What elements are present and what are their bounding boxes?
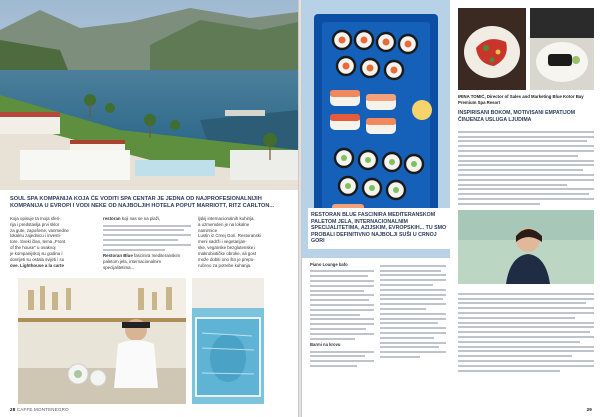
left-folio xyxy=(10,407,69,412)
right-column-lower-text xyxy=(458,290,594,374)
restoran-blue-text: fascinira mediteranskim paletom jela, internacionalnim specijalitetima... xyxy=(103,253,181,271)
pull-quote: INSPIRISANI BOKOM, MOTIVISANI EMPATIJOM ČINJENZA USLUGA LJUDIMA xyxy=(458,110,576,123)
photo-caption: IRINA TOMIĆ, Director of Sales and Marketing Blue Kotor Bay Premium Spa Resort xyxy=(458,94,584,105)
restoran-intro: koji nas se na plaži, xyxy=(121,216,161,221)
right-page xyxy=(302,0,600,417)
right-folio xyxy=(587,407,592,412)
restoran-lead: restoran xyxy=(103,216,121,221)
col3-line: Lustin iz Crnej Gori. Restoranski xyxy=(198,233,261,239)
col3-line: ske, veganske bezglutenske i xyxy=(198,245,256,251)
col1-line: za gute, zapošene, vanmedne xyxy=(10,227,69,233)
pool-photo xyxy=(192,278,264,404)
col3-line: makrobiotičke obroke, ali gost xyxy=(198,250,257,256)
col1-line: lokalnu zajednicu i investi- xyxy=(10,233,62,239)
left-headline: SOUL SPA KOMPANIJA KOJA ĆE VODITI SPA CENTAR JE JEDNA OD NAJPROFESIONALNIJIH KOMPANIJA U EVROPI I VODI NEKE OD NAJBOLJIH HOTELA POPUT MARRIOTT, RITZ CARLTON... xyxy=(10,196,275,209)
kotor-bay-photo xyxy=(0,0,298,190)
col3-line: može dobiti ono što je prepo- xyxy=(198,256,255,262)
col1-line: tore. Sveki član, tema „Front xyxy=(10,239,66,245)
col1-line: ove. Lighthouse a la carte xyxy=(10,262,64,268)
col3-line: namirnice xyxy=(198,227,218,233)
page-number-left: 28 xyxy=(10,407,16,412)
text-lines xyxy=(310,270,374,339)
restoran-blue-label: Restoran Blue xyxy=(103,253,133,259)
piano-lounge-lead: Piano Lounge bafo xyxy=(310,262,348,267)
col1-line: of the house" u ovakvoj xyxy=(10,245,56,251)
dish-photo-1 xyxy=(458,8,526,90)
left-column-1 xyxy=(10,216,94,268)
left-column-3 xyxy=(198,216,290,268)
col3-line: ijskij internacionalnih kuhinja, xyxy=(198,216,255,221)
portrait-photo xyxy=(458,210,594,284)
right-column-b xyxy=(380,262,446,361)
side-headline: RESTORAN BLUE FASCINIRA MEDITERANSKOM PALETOM JELA, INTERNACIONALNIM SPECIJALITETIMA, AZIJSKIM, EVROPSKIH... TU SMO PROBALI DEFINITIVNO NAJBOLJI SUŠI U CRNOJ GORI xyxy=(308,208,452,249)
col3-line: ručeno za potrebe kuhanja. xyxy=(198,262,252,268)
col1-line: Koja opisuje ta moja sferi- xyxy=(10,216,61,221)
col1-line: je kompanijskoj su godinu i xyxy=(10,250,63,256)
right-column-a xyxy=(310,262,374,370)
magazine-name: CAFFE MONTENEGRO xyxy=(16,407,69,412)
left-page xyxy=(0,0,298,417)
col3-line: a uzmemden je na lokalne xyxy=(198,221,250,227)
text-lines xyxy=(310,351,374,367)
col3-line: meni sadrži i vegetarijan- xyxy=(198,239,247,245)
left-column-2 xyxy=(103,216,191,271)
dish-photo-2 xyxy=(530,8,594,90)
right-column-upper-text xyxy=(458,128,594,208)
bar-lead: Barmi na krovu xyxy=(310,342,341,348)
col1-line: dovrijeti su ostala svijeti i su xyxy=(10,256,65,262)
col1-line: rija i predstavlja prvi sklor xyxy=(10,221,60,227)
chef-bar-photo xyxy=(18,278,186,404)
page-number-right: 29 xyxy=(586,407,592,412)
text-lines xyxy=(103,225,191,251)
